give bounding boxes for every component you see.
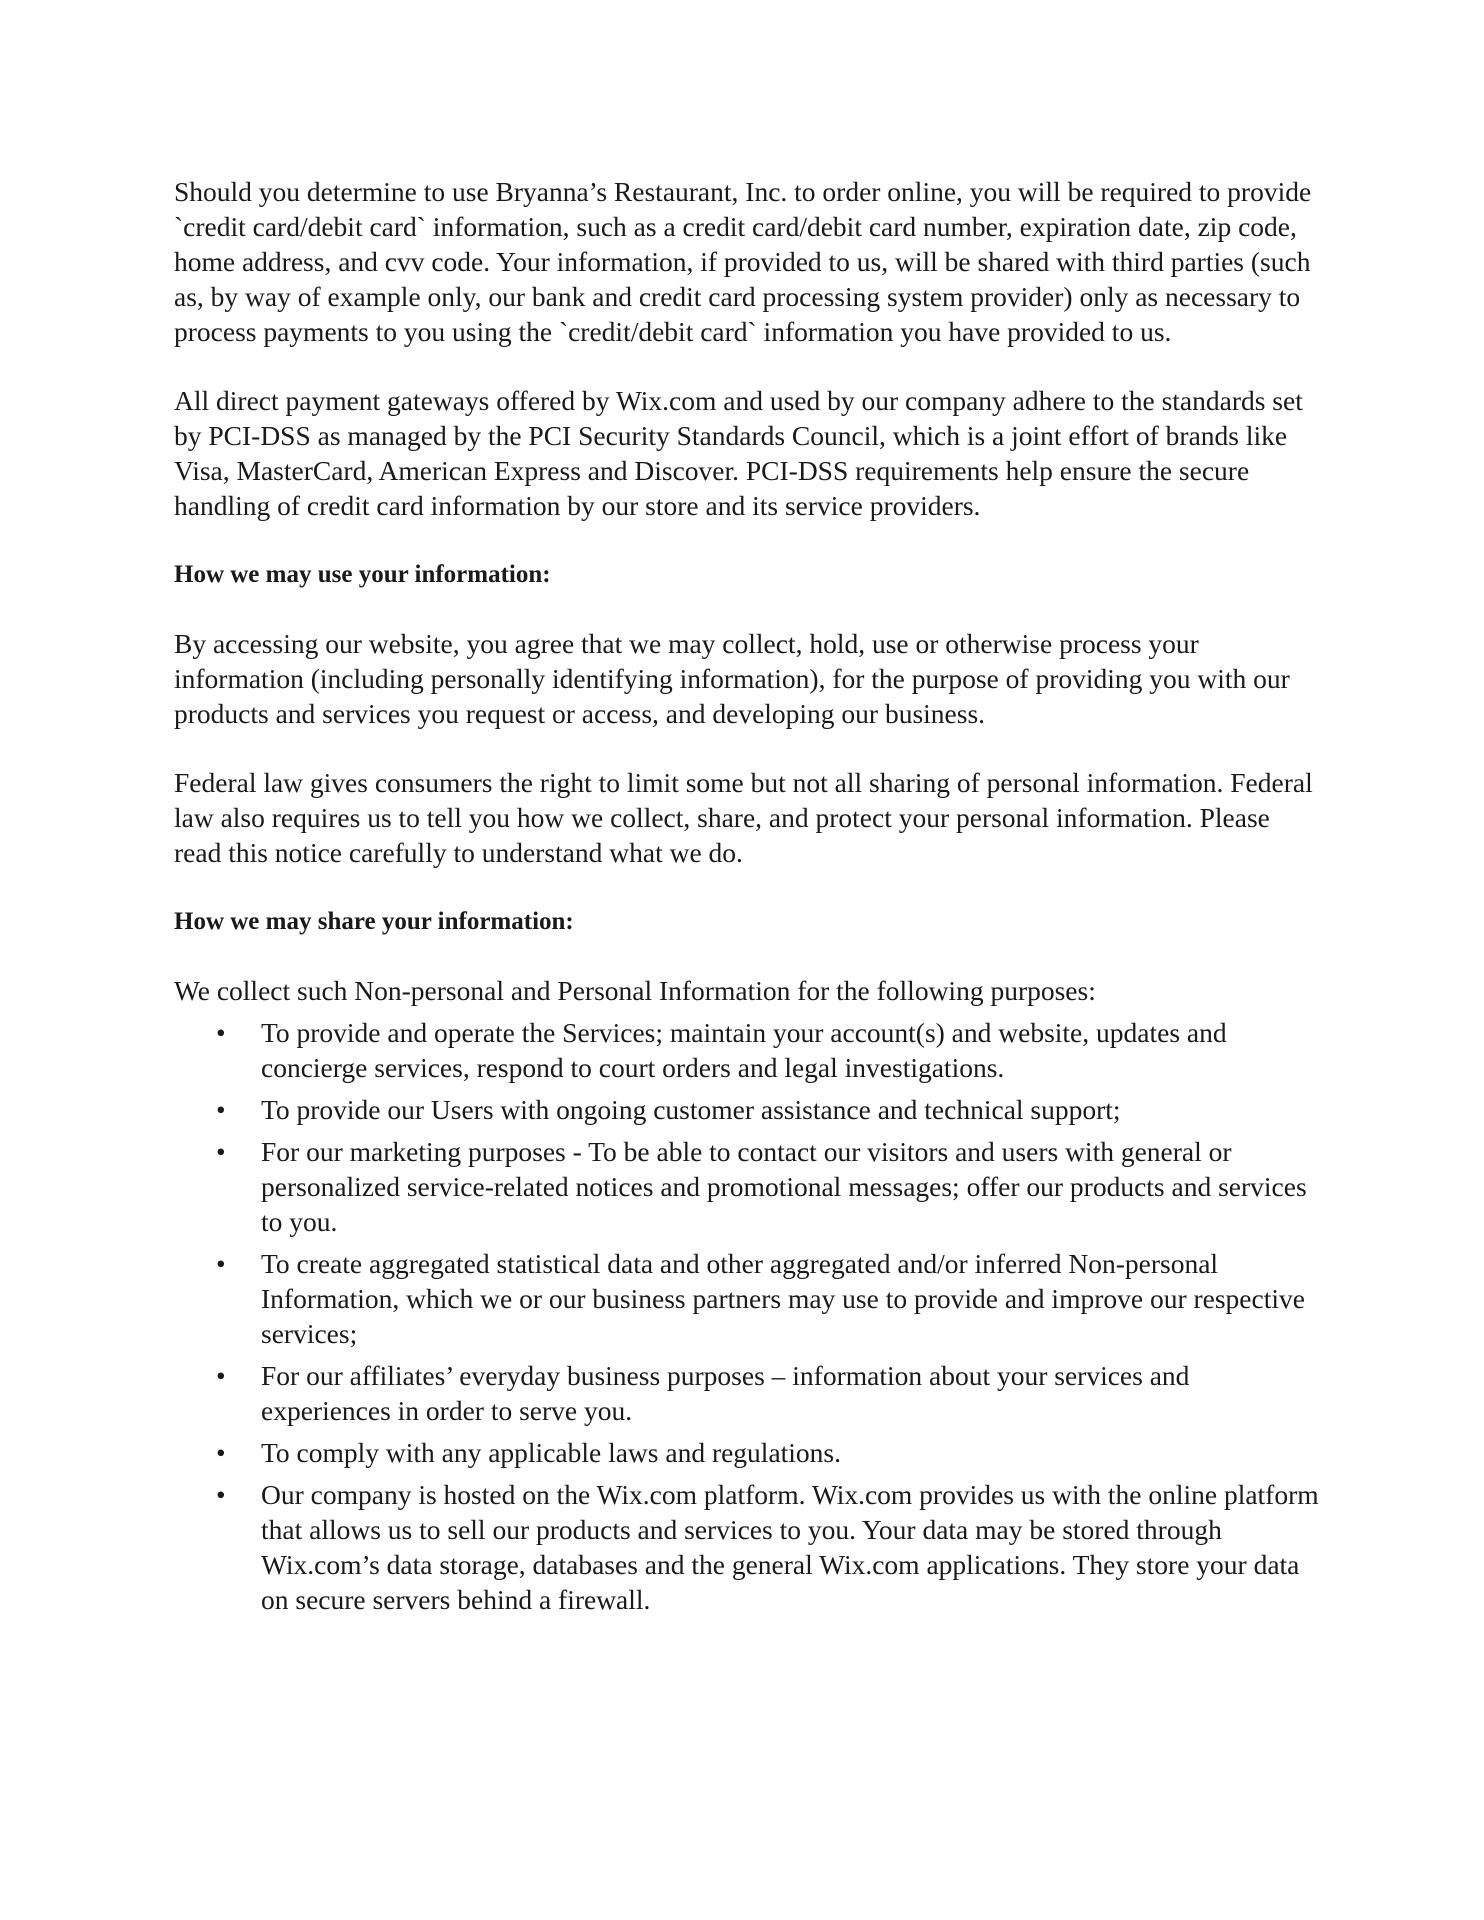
bullet-icon: •: [216, 1360, 226, 1391]
bullet-icon: •: [216, 1437, 226, 1468]
document-body: [174, 174, 1324, 1617]
list-item: [174, 1358, 1324, 1428]
list-item-text: To provide our Users with ongoing customer assistance and technical support;: [261, 1094, 1121, 1125]
use-information-heading: How we may use your information:: [174, 561, 551, 588]
bullet-icon: •: [216, 1094, 226, 1125]
list-item-text: To provide and operate the Services; maintain your account(s) and website, updates and concierge services, respond to court orders and legal investigations.: [261, 1017, 1227, 1083]
share-information-heading: How we may share your information:: [174, 908, 574, 935]
list-item: [174, 1092, 1324, 1127]
purposes-intro: We collect such Non-personal and Personal Information for the following purposes:: [174, 975, 1096, 1006]
bullet-icon: •: [216, 1479, 226, 1510]
federal-law-paragraph: Federal law gives consumers the right to limit some but not all sharing of personal information. Federal law also requires us to tell you how we collect, share, and protect your personal information. Please read this notice carefully to understand what we do.: [174, 767, 1313, 868]
list-item: [174, 1015, 1324, 1085]
list-item: [174, 1134, 1324, 1239]
bullet-icon: •: [216, 1017, 226, 1048]
bullet-icon: •: [216, 1248, 226, 1279]
purposes-list: [174, 1015, 1324, 1617]
payment-info-paragraph: Should you determine to use Bryanna’s Restaurant, Inc. to order online, you will be required to provide `credit card/debit card` information, such as a credit card/debit card number, expiration date, zip code, home address, and cvv code. Your information, if provided to us, will be shared with third parties (such as, by way of example only, our bank and credit card processing system provider) only as necessary to process payments to you using the `credit/debit card` information you have provided to us.: [174, 176, 1312, 347]
list-item-text: Our company is hosted on the Wix.com platform. Wix.com provides us with the online platform that allows us to sell our products and services to you. Your data may be stored through Wix.com’s data storage, databases and the general Wix.com applications. They store your data on secure servers behind a firewall.: [261, 1479, 1319, 1615]
pci-dss-paragraph: All direct payment gateways offered by Wix.com and used by our company adhere to the standards set by PCI-DSS as managed by the PCI Security Standards Council, which is a joint effort of brands like Visa, MasterCard, American Express and Discover. PCI-DSS requirements help ensure the secure handling of credit card information by our store and its service providers.: [174, 385, 1303, 521]
list-item-text: For our affiliates’ everyday business purposes – information about your services and experiences in order to serve you.: [261, 1360, 1190, 1426]
list-item: [174, 1435, 1324, 1470]
bullet-icon: •: [216, 1136, 226, 1167]
list-item-text: To create aggregated statistical data and other aggregated and/or inferred Non-personal Information, which we or our business partners may use to provide and improve our respective services;: [261, 1248, 1305, 1349]
list-item: [174, 1477, 1324, 1617]
list-item-text: To comply with any applicable laws and regulations.: [261, 1437, 842, 1468]
use-consent-paragraph: By accessing our website, you agree that we may collect, hold, use or otherwise process your information (including personally identifying information), for the purpose of providing you with our products and services you request or access, and developing our business.: [174, 628, 1290, 729]
list-item: [174, 1246, 1324, 1351]
list-item-text: For our marketing purposes - To be able to contact our visitors and users with general or personalized service-related notices and promotional messages; offer our products and services to you.: [261, 1136, 1307, 1237]
